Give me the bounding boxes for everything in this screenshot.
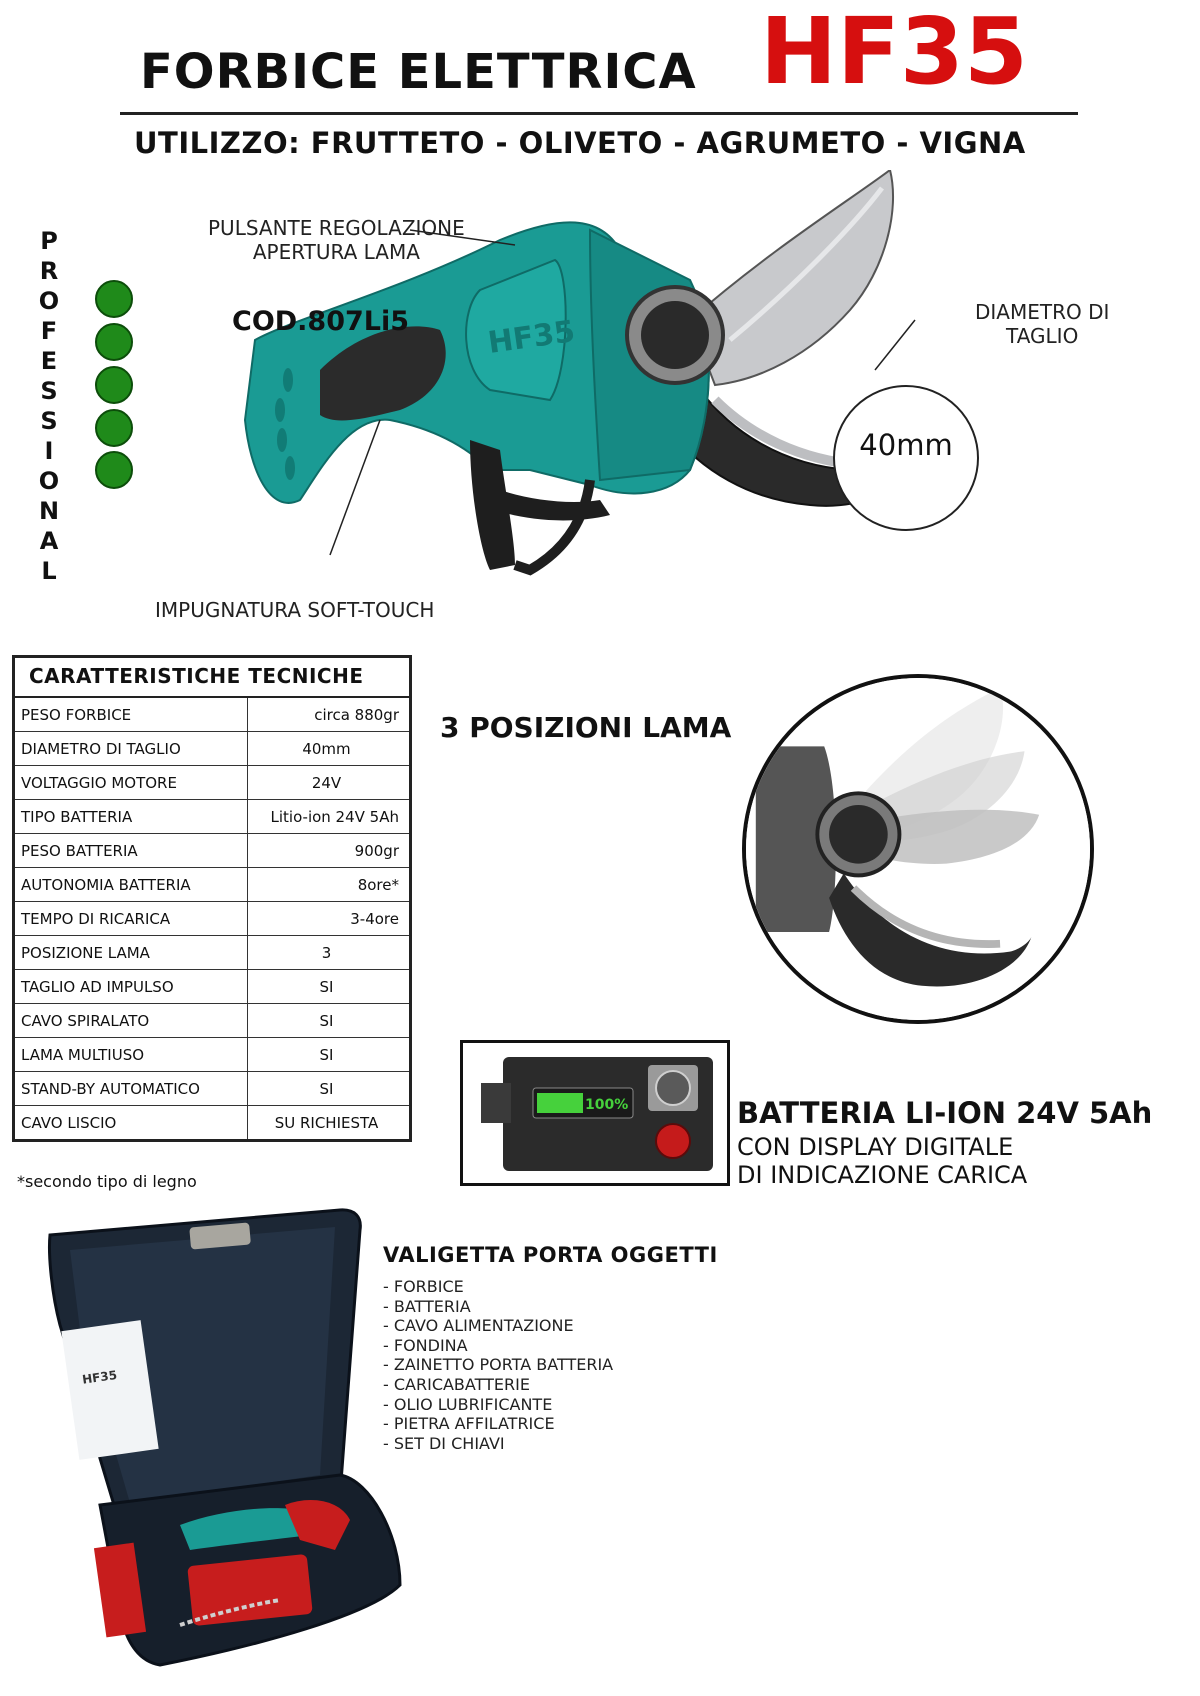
case-item: - BATTERIA <box>383 1296 471 1316</box>
spec-label: TEMPO DI RICARICA <box>14 902 248 936</box>
case-item: - OLIO LUBRIFICANTE <box>383 1394 553 1414</box>
rating-dot <box>95 409 133 447</box>
page-title: FORBICE ELETTRICA <box>140 44 697 100</box>
body-model-print: HF35 <box>485 314 578 361</box>
spec-label: STAND-BY AUTOMATICO <box>14 1072 248 1106</box>
spec-row <box>14 1072 411 1106</box>
spec-label: TAGLIO AD IMPULSO <box>14 970 248 1004</box>
case-title: VALIGETTA PORTA OGGETTI <box>383 1243 718 1267</box>
callout-line-2: APERTURA LAMA <box>252 240 420 264</box>
spec-table-title: CARATTERISTICHE TECNICHE <box>14 657 411 698</box>
model-name: HF35 <box>760 0 1028 105</box>
product-code: COD.807Li5 <box>232 306 410 337</box>
spec-label: LAMA MULTIUSO <box>14 1038 248 1072</box>
professional-label <box>38 226 60 586</box>
battery-display-bar <box>537 1093 583 1113</box>
professional-letter: E <box>40 347 58 375</box>
spec-value: 3-4ore <box>248 902 411 936</box>
callout-cut-diameter <box>975 300 1109 348</box>
spec-value: SI <box>248 970 411 1004</box>
spec-row <box>14 732 411 766</box>
spec-row <box>14 834 411 868</box>
battery-subtitle-1: CON DISPLAY DIGITALE <box>737 1133 1014 1161</box>
spec-value: 900gr <box>248 834 411 868</box>
spec-table-body <box>14 697 411 1141</box>
diameter-value: 40mm <box>859 428 953 462</box>
battery-illustration <box>460 1040 730 1186</box>
case-item: - FORBICE <box>383 1277 464 1296</box>
callout-line-1: DIAMETRO DI <box>975 300 1110 324</box>
spec-value: 40mm <box>248 732 411 766</box>
professional-letter: S <box>40 377 58 405</box>
rating-dot <box>95 323 133 361</box>
title-divider <box>120 112 1078 115</box>
rating-dot <box>95 366 133 404</box>
spec-value: SI <box>248 1038 411 1072</box>
professional-letter: F <box>40 317 58 345</box>
spec-value: 24V <box>248 766 411 800</box>
case-item: - FONDINA <box>383 1335 468 1355</box>
spec-row <box>14 800 411 834</box>
spec-row <box>14 1004 411 1038</box>
callout-blade-button <box>208 216 465 264</box>
professional-letter: A <box>39 527 59 555</box>
callout-line-2: TAGLIO <box>1006 324 1079 348</box>
professional-letter: S <box>40 407 58 435</box>
spec-label: TIPO BATTERIA <box>14 800 248 834</box>
rating-dot <box>95 280 133 318</box>
spec-row <box>14 766 411 800</box>
case-item: - CARICABATTERIE <box>383 1374 530 1394</box>
spec-label: AUTONOMIA BATTERIA <box>14 868 248 902</box>
professional-letter: P <box>40 227 58 255</box>
professional-letter: L <box>41 557 57 585</box>
case-item: - PIETRA AFFILATRICE <box>383 1414 555 1434</box>
case-item: - CAVO ALIMENTAZIONE <box>383 1316 574 1336</box>
spec-value: circa 880gr <box>248 697 411 732</box>
spec-value: 8ore* <box>248 868 411 902</box>
blade-positions-drawing <box>746 678 1090 1020</box>
spec-row <box>14 902 411 936</box>
spec-label: POSIZIONE LAMA <box>14 936 248 970</box>
professional-letter: R <box>39 257 59 285</box>
blade-positions-title: 3 POSIZIONI LAMA <box>440 711 732 744</box>
spec-value: 3 <box>248 936 411 970</box>
case-contents-list <box>383 1277 613 1453</box>
spec-value: SU RICHIESTA <box>248 1106 411 1141</box>
carry-case-illustration <box>40 1205 440 1675</box>
spec-row <box>14 1106 411 1141</box>
spec-row <box>14 868 411 902</box>
spec-row <box>14 936 411 970</box>
case-item: - ZAINETTO PORTA BATTERIA <box>383 1355 614 1375</box>
spec-row <box>14 970 411 1004</box>
spec-value: SI <box>248 1072 411 1106</box>
case-item: - SET DI CHIAVI <box>383 1433 505 1453</box>
manual-model-print: HF35 <box>81 1367 118 1387</box>
battery-subtitle-2: DI INDICAZIONE CARICA <box>737 1161 1028 1189</box>
callout-line-1: PULSANTE REGOLAZIONE <box>208 216 465 240</box>
spec-value: Litio-ion 24V 5Ah <box>248 800 411 834</box>
rating-dot <box>95 451 133 489</box>
spec-footnote: *secondo tipo di legno <box>17 1172 197 1191</box>
battery-drawing <box>463 1043 727 1183</box>
spec-table <box>12 655 412 1142</box>
spec-label: VOLTAGGIO MOTORE <box>14 766 248 800</box>
spec-label: DIAMETRO DI TAGLIO <box>14 732 248 766</box>
blade-positions-illustration <box>742 674 1094 1024</box>
professional-letter: O <box>38 287 60 315</box>
spec-value: SI <box>248 1004 411 1038</box>
spec-row <box>14 697 411 732</box>
professional-letter: O <box>38 467 60 495</box>
callout-soft-grip: IMPUGNATURA SOFT-TOUCH <box>155 598 435 622</box>
spec-row <box>14 1038 411 1072</box>
spec-label: CAVO SPIRALATO <box>14 1004 248 1038</box>
professional-letter: N <box>38 497 60 525</box>
spec-label: PESO BATTERIA <box>14 834 248 868</box>
spec-label: CAVO LISCIO <box>14 1106 248 1141</box>
battery-title: BATTERIA LI-ION 24V 5Ah <box>737 1096 1153 1130</box>
spec-label: PESO FORBICE <box>14 697 248 732</box>
battery-display-value: 100% <box>585 1097 629 1113</box>
professional-letter: I <box>44 437 54 465</box>
usage-line: UTILIZZO: FRUTTETO - OLIVETO - AGRUMETO - VIGNA <box>134 126 1026 160</box>
